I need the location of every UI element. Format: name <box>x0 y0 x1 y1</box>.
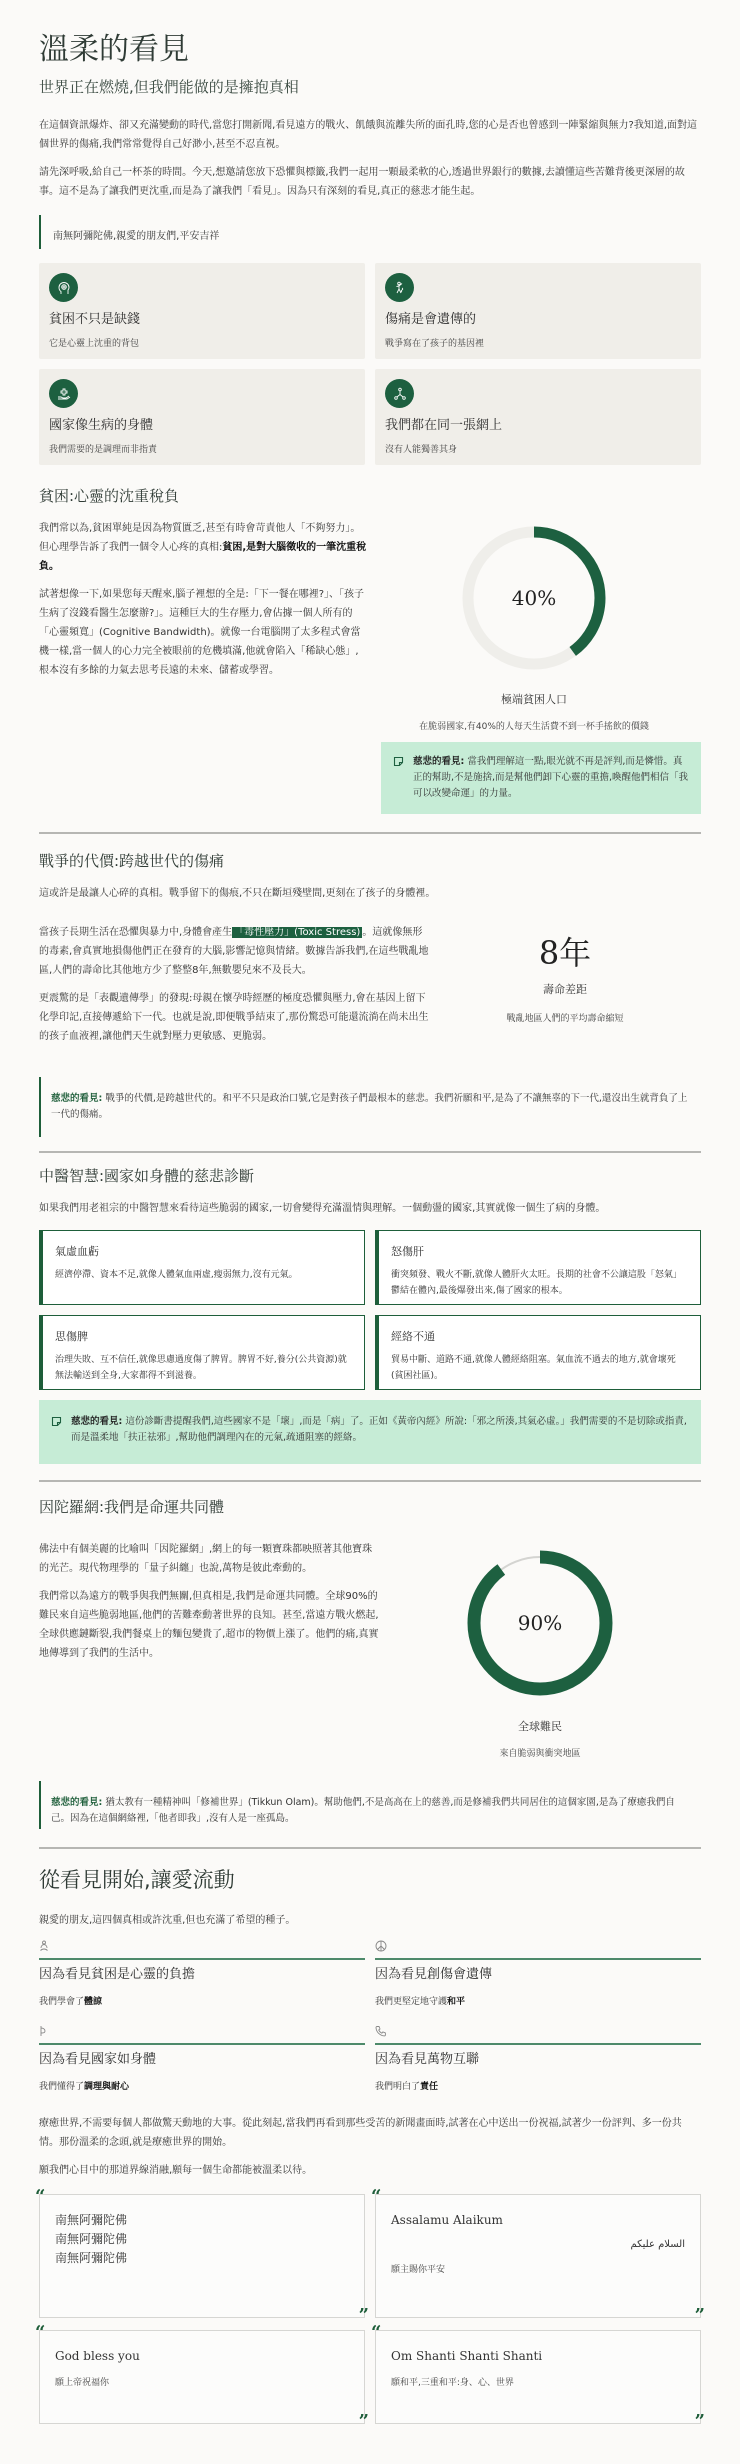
tcm-card-text: 治理失敗、互不信任,就像思慮過度傷了脾胃。脾胃不好,養分(公共資源)就無法輸送到全身,大家都得不到滋養。 <box>55 1355 347 1381</box>
realization-text <box>375 1994 701 2007</box>
truth-card-title: 貧困不只是缺錢 <box>49 312 141 327</box>
tcm-intro: 如果我們用老祖宗的中醫智慧來看待這些脆弱的國家,一切會變得充滿溫情與理解。一個動盪的國家,其實就像一個生了病的身體。 <box>39 1203 606 1214</box>
tcm-card-title: 思傷脾 <box>55 1330 88 1343</box>
page-subtitle: 世界正在燃燒,但我們能做的是擁抱真相 <box>39 78 299 96</box>
blessing-translation: 願和平,三重和平:身、心、世界 <box>391 2378 514 2388</box>
truth-card-desc: 我們需要的是調理而非指責 <box>49 445 158 455</box>
war-section <box>39 834 701 1137</box>
note-icon <box>393 754 405 802</box>
callout-label: 慈悲的看見: <box>413 756 465 767</box>
bold-text: 體諒 <box>84 1997 103 2007</box>
realization-text <box>375 2079 701 2092</box>
page-title: 溫柔的看見 <box>39 32 189 67</box>
realization-item <box>375 2025 701 2092</box>
blessing-quotes <box>35 2186 705 2432</box>
stat-label: 極端貧困人口 <box>501 693 567 706</box>
truth-card-desc: 它是心靈上沈重的背包 <box>49 339 140 349</box>
open-quote-icon: “ <box>35 2322 46 2343</box>
callout-label: 慈悲的看見: <box>51 1797 103 1808</box>
truth-card-desc: 沒有人能獨善其身 <box>385 445 458 455</box>
bold-text: 責任 <box>420 2082 439 2092</box>
blessing-latin: Assalamu Alaikum <box>391 2213 503 2227</box>
stat-value: 40% <box>511 586 557 610</box>
closing-paragraph: 願我們心目中的那道界線消融,願每一個生命都能被溫柔以待。 <box>39 2165 313 2176</box>
realization-title: 因為看見國家如身體 <box>39 2052 157 2067</box>
realization-item <box>39 2025 365 2092</box>
realization-item <box>39 1940 365 2007</box>
compassion-callout <box>39 1077 701 1137</box>
open-quote-icon: “ <box>371 2322 382 2343</box>
realization-title: 因為看見萬物互聯 <box>375 2052 480 2067</box>
truth-card <box>375 369 701 465</box>
callout-text <box>413 754 689 802</box>
herb-icon <box>39 2025 365 2041</box>
closing-intro: 親愛的朋友,這四個真相或許沈重,但也充滿了希望的種子。 <box>39 1915 296 1926</box>
tcm-cards <box>39 1230 701 1390</box>
blessing-translation: 願主賜你平安 <box>391 2265 446 2275</box>
divider-line <box>375 1958 701 1960</box>
highlighted-term: 「毒性壓力」(Toxic Stress) <box>234 927 361 938</box>
compassion-callout <box>39 1400 701 1464</box>
text: 當孩子長期生活在恐懼與暴力中,身體會產生 <box>39 927 233 938</box>
blessing-line: 南無阿彌陀佛 <box>55 2232 128 2246</box>
callout-body: 戰爭的代價,是跨越世代的。和平不只是政治口號,它是對孩子們最根本的慈悲。我們祈願和平,是為了不讓無辜的下一代,還沒出生就背負了上一代的傷痛。 <box>51 1093 688 1120</box>
stat-value: 8年 <box>538 934 592 972</box>
callout-body: 這份診斷書提醒我們,這些國家不是「壞」,而是「病」了。正如《黃帝內經》所說:「邪之所湊,其氣必虛。」我們需要的不是切除或指責,而是溫柔地「扶正祛邪」,幫助他們調理內在的元氣,疏通阻塞的經絡。 <box>71 1416 687 1443</box>
truth-cards <box>39 263 701 465</box>
stat-sub: 戰亂地區人們的平均壽命縮短 <box>506 1014 624 1024</box>
tcm-card-title: 怒傷肝 <box>391 1245 424 1258</box>
indra-paragraph: 佛法中有個美麗的比喻叫「因陀羅網」,網上的每一顆寶珠都映照著其他寶珠的光芒。現代物理學的「量子糾纏」也說,萬物是彼此牽動的。 <box>39 1544 373 1574</box>
poverty-donut-chart <box>459 523 609 673</box>
intro-paragraph: 在這個資訊爆炸、卻又充滿變動的時代,當您打開新聞,看見遠方的戰火、飢餓與流離失所的面孔時,您的心是否也曾感到一陣緊縮與無力?我知道,面對這個世界的傷痛,我們常常覺得自己好渺小,甚至不忍直視。 <box>39 120 698 150</box>
callout-text <box>71 1414 689 1446</box>
text: 我們常以為,貧困單純是因為物質匱乏,甚至有時會苛責他人「不夠努力」。但心理學告訴了我們一個令人心疼的真相: <box>39 523 361 553</box>
poverty-section <box>39 485 701 814</box>
bold-text: 和平 <box>447 1997 466 2007</box>
intro-paragraph: 請先深呼吸,給自己一杯茶的時間。今天,想邀請您放下恐懼與標籤,我們一起用一顆最柔軟的心,透過世界銀行的數據,去讀懂這些苦難背後更深層的故事。這不是為了讓我們更沈重,而是為了讓我們「看見」。因為只有深刻的看見,真正的慈悲才能生起。 <box>39 167 685 197</box>
divider-line <box>375 2043 701 2045</box>
blessing-card-hindu <box>371 2322 705 2432</box>
tcm-card <box>375 1315 701 1390</box>
realization-title: 因為看見創傷會遺傳 <box>375 1967 493 1982</box>
realization-list <box>39 1940 701 2092</box>
closing-section <box>35 1849 705 2432</box>
network-nodes-icon <box>385 379 414 408</box>
realization-text <box>39 2079 365 2092</box>
text: 我們懂得了 <box>39 2082 85 2092</box>
indra-paragraph: 我們常以為遠方的戰爭與我們無關,但真相是,我們是命運共同體。全球90%的難民來自這些脆弱地區,他們的苦難牽動著世界的良知。甚至,當遠方戰火燃起,全球供應鏈斷裂,我們餐桌上的麵包變貴了,超市的物價上漲了。他們的痛,真實地傳導到了我們的生活中。 <box>39 1591 379 1659</box>
note-icon <box>51 1414 63 1446</box>
callout-label: 慈悲的看見: <box>71 1416 123 1427</box>
tcm-card-title: 經絡不通 <box>391 1330 435 1343</box>
indra-section <box>39 1482 701 1829</box>
open-quote-icon: “ <box>371 2186 382 2207</box>
bold-text: 貧困,是對大腦徵收的一筆沈重稅負。 <box>39 542 367 572</box>
war-paragraph: 更震驚的是「表觀遺傳學」的發現:母親在懷孕時經歷的極度恐懼與壓力,會在基因上留下化學印記,直接傳遞給下一代。也就是說,即便戰爭結束了,那份驚恐可能還流淌在尚未出生的孩子血液裡,讓他們天生就對壓力更敏感、更脆弱。 <box>39 993 429 1042</box>
close-quote-icon: ” <box>694 2305 705 2326</box>
section-title: 因陀羅網:我們是命運共同體 <box>39 1498 225 1516</box>
tcm-card-text: 貿易中斷、道路不通,就像人體經絡阻塞。氣血流不過去的地方,就會壞死(貧困社區)。 <box>391 1355 676 1381</box>
stat-value: 90% <box>517 1611 563 1635</box>
poverty-paragraph: 試著想像一下,如果您每天醒來,腦子裡想的全是:「下一餐在哪裡?」、「孩子生病了沒錢看醫生怎麼辦?」。這種巨大的生存壓力,會佔據一個人所有的「心靈頻寬」(Cognitive Bandwidth)。就像一台電腦開了太多程式會當機一樣,當一個人的心力完全被眼前的危機填滿,他就會陷入「稀缺心態」,根本沒有多餘的力氣去思考長遠的未來、儲蓄或學習。 <box>39 589 365 676</box>
truth-card-title: 國家像生病的身體 <box>49 418 154 433</box>
stat-label: 全球難民 <box>518 1720 562 1733</box>
blessing-latin: Om Shanti Shanti Shanti <box>391 2349 543 2363</box>
blessing-arabic: السلام عليكم <box>630 2239 685 2250</box>
blessing-translation: 願上帝祝福你 <box>55 2378 110 2388</box>
tcm-card-title: 氣虛血虧 <box>55 1245 99 1258</box>
truth-card <box>39 263 365 359</box>
close-quote-icon: ” <box>694 2411 705 2432</box>
open-quote-icon: “ <box>35 2186 46 2207</box>
section-title: 中醫智慧:國家如身體的慈悲診斷 <box>39 1167 255 1185</box>
blessing-line: 南無阿彌陀佛 <box>55 2251 128 2265</box>
war-paragraph <box>39 923 429 980</box>
tcm-card <box>375 1230 701 1305</box>
tcm-card-text: 經濟停滯、資本不足,就像人體氣血兩虛,瘦弱無力,沒有元氣。 <box>55 1270 298 1280</box>
realization-item <box>375 1940 701 2007</box>
section-title: 貧困:心靈的沈重稅負 <box>39 487 180 505</box>
poverty-paragraph <box>39 519 367 576</box>
peace-icon <box>375 1940 701 1956</box>
stat-sub: 來自脆弱與衝突地區 <box>499 1749 581 1759</box>
truth-card <box>39 369 365 465</box>
stat-sub: 在脆弱國家,有40%的人每天生活費不到一杯手搖飲的價錢 <box>419 722 649 732</box>
hand-heal-icon <box>49 379 78 408</box>
blessing-card-christian <box>35 2322 369 2432</box>
bold-text: 調理與耐心 <box>84 2082 130 2092</box>
truth-card-desc: 戰爭寫在了孩子的基因裡 <box>385 339 485 349</box>
callout-body: 當我們理解這一點,眼光就不再是評判,而是憐惜。真正的幫助,不是施捨,而是幫他們卸下心靈的重擔,喚醒他們相信「我可以改變命運」的力量。 <box>413 756 689 799</box>
truth-card-title: 我們都在同一張網上 <box>385 418 503 433</box>
blessing-card-islamic <box>371 2186 705 2326</box>
realization-title: 因為看見貧困是心靈的負擔 <box>39 1967 196 1982</box>
child-dna-icon <box>385 273 414 302</box>
callout-body: 猶太教有一種精神叫「修補世界」(Tikkun Olam)。幫助他們,不是高高在上的慈善,而是修補我們共同居住的這個家園,是為了療癒我們自己。因為在這個網絡裡,「他者即我」,沒有人是一座孤島。 <box>51 1797 675 1824</box>
tcm-card <box>39 1230 365 1305</box>
callout-label: 慈悲的看見: <box>51 1093 103 1104</box>
divider-line <box>39 1958 365 1960</box>
closing-paragraph: 療癒世界,不需要每個人都做驚天動地的大事。從此刻起,當我們再看到那些受苦的新聞畫面時,試著在心中送出一份祝福,試著少一份評判、多一份共情。那份溫柔的念頭,就是療癒世界的開始。 <box>39 2118 682 2148</box>
meditation-icon <box>39 1940 365 1956</box>
truth-card-title: 傷痛是會遺傳的 <box>385 312 477 327</box>
tcm-card <box>39 1315 365 1390</box>
blessing-card-buddhist <box>35 2186 369 2326</box>
close-quote-icon: ” <box>358 2411 369 2432</box>
close-quote-icon: ” <box>358 2305 369 2326</box>
divider-line <box>39 2043 365 2045</box>
compassion-callout <box>381 742 701 814</box>
tcm-card-text: 衝突頻發、戰火不斷,就像人體肝火太旺。長期的社會不公讓這股「怒氣」鬱結在體內,最後爆發出來,傷了國家的根本。 <box>391 1270 682 1296</box>
head-brain-icon <box>49 273 78 302</box>
closing-title: 從看見開始,讓愛流動 <box>39 1868 235 1892</box>
greeting-quote: 南無阿彌陀佛,親愛的朋友們,平安吉祥 <box>39 215 701 249</box>
blessing-line: 南無阿彌陀佛 <box>55 2213 128 2227</box>
tcm-section <box>39 1153 701 1464</box>
phone-icon <box>375 2025 701 2041</box>
war-paragraph: 這或許是最讓人心碎的真相。戰爭留下的傷痕,不只在斷垣殘壁間,更刻在了孩子的身體裡。 <box>39 888 436 899</box>
refugee-donut-chart <box>465 1548 615 1698</box>
truth-card <box>375 263 701 359</box>
stat-label: 壽命差距 <box>543 983 587 996</box>
text: 我們明白了 <box>375 2082 421 2092</box>
text: 。這就像無形的毒素,會真實地損傷他們正在發育的大腦,影響記憶與情緒。數據告訴我們,在這些戰亂地區,人們的壽命比其他地方少了整整8年,無數嬰兒來不及長大。 <box>39 927 429 976</box>
text: 我們學會了 <box>39 1997 85 2007</box>
realization-text <box>39 1994 365 2007</box>
compassion-callout <box>39 1781 701 1829</box>
blessing-latin: God bless you <box>55 2349 140 2363</box>
text: 我們更堅定地守護 <box>375 1997 448 2007</box>
section-title: 戰爭的代價:跨越世代的傷痛 <box>39 852 225 870</box>
